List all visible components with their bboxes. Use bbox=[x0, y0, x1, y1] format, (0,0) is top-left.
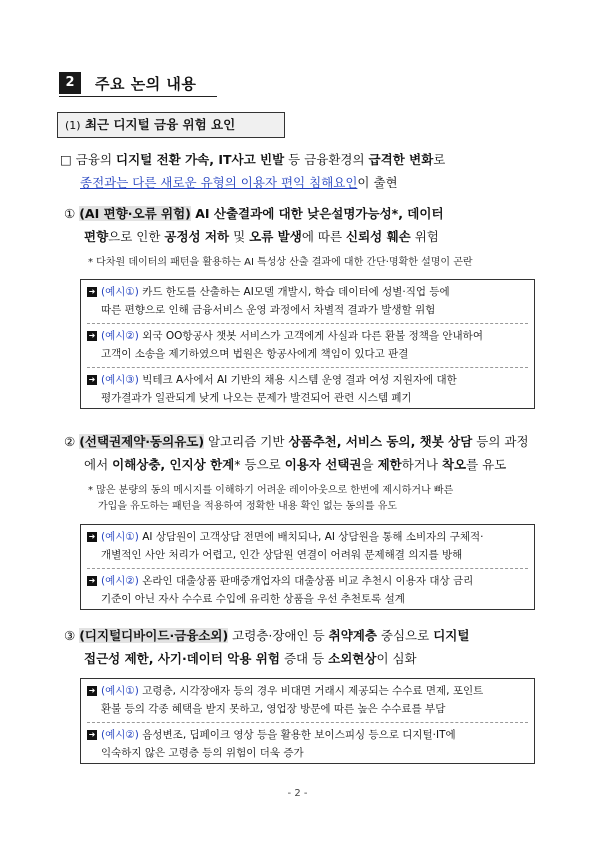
text-bold: 낮은설명가능성 bbox=[307, 206, 392, 221]
example-line: 개별적인 사안 처리가 어렵고, 인간 상담원 연결이 어려워 문제해결 의지를 방해 bbox=[101, 549, 463, 561]
example-text: 빅테크 A사에서 AI 기반의 채용 시스템 운영 결과 여성 지원자에 대한 bbox=[138, 374, 457, 386]
example-line: 고객이 소송을 제기하였으며 법원은 항공사에게 책임이 있다고 판결 bbox=[101, 348, 409, 360]
arrow-right-icon: ➜ bbox=[88, 375, 96, 384]
text: 를 유도 bbox=[466, 457, 507, 472]
text-bold: 이해상충, 인지상 한계 bbox=[112, 457, 235, 472]
text-bold: 디지털 전환 가속, IT사고 빈발 bbox=[116, 152, 285, 167]
arrow-right-icon: ➜ bbox=[88, 576, 96, 585]
text: 을 bbox=[361, 457, 378, 472]
intro-line-1 bbox=[60, 151, 445, 169]
text: 이 출현 bbox=[357, 175, 398, 190]
text-bold: 제한 bbox=[377, 457, 402, 472]
item3-line-2 bbox=[84, 650, 417, 668]
text: 고령층·장애인 등 bbox=[228, 628, 329, 643]
item1-tag: (AI 편향·오류 위험) bbox=[79, 206, 191, 221]
arrow-right-icon: ➜ bbox=[88, 331, 96, 340]
item2-line-2 bbox=[84, 456, 506, 474]
text: 및 bbox=[229, 229, 250, 244]
text-bold: 상품추천, 서비스 동의, 챗봇 상담 bbox=[288, 434, 473, 449]
item1-examples-box bbox=[80, 279, 535, 409]
text-bold: 디지털 bbox=[433, 628, 470, 643]
text: 에서 bbox=[84, 457, 113, 472]
text: 증대 등 bbox=[279, 651, 329, 666]
item2-line-1 bbox=[64, 433, 529, 451]
dashed-divider bbox=[87, 568, 528, 569]
example-text: AI 상담원이 고객상담 전면에 배치되나, AI 상담원을 통해 소비자의 구체적· bbox=[138, 531, 484, 543]
arrow-right-icon: ➜ bbox=[88, 686, 96, 695]
example-label: (예시①) bbox=[101, 531, 139, 543]
item3-marker: ③ bbox=[64, 628, 76, 643]
arrow-right-icon: ➜ bbox=[88, 287, 96, 296]
arrow-right-icon: ➜ bbox=[88, 532, 96, 541]
text: 금융의 bbox=[75, 152, 116, 167]
text-bold: 착오 bbox=[441, 457, 467, 472]
dashed-divider bbox=[87, 323, 528, 324]
item1-footnote: * 다차원 데이터의 패턴을 활용하는 AI 특성상 산출 결과에 대한 간단·명확한 설명이 곤란 bbox=[88, 257, 473, 268]
example-text: 음성변조, 딥페이크 영상 등을 활용한 보이스피싱 등으로 디지털·IT에 bbox=[138, 729, 456, 741]
text: 중심으로 bbox=[376, 628, 434, 643]
arrow-right-icon: ➜ bbox=[88, 730, 96, 739]
text-bold: 이용자 선택권 bbox=[284, 457, 362, 472]
dashed-divider bbox=[87, 722, 528, 723]
example-label: (예시②) bbox=[101, 575, 139, 587]
section-underline bbox=[59, 96, 217, 97]
item3-line-1 bbox=[64, 627, 469, 645]
example-line: 기준이 아닌 자사 수수료 수입에 유리한 상품을 우선 추천토록 설계 bbox=[101, 593, 405, 605]
example-label: (예시①) bbox=[101, 685, 139, 697]
example-line bbox=[87, 328, 483, 344]
example-line: 평가결과가 일관되게 낮게 나오는 문제가 발견되어 관련 시스템 폐기 bbox=[101, 392, 412, 404]
text-bold: *, 데이터 bbox=[391, 206, 444, 221]
text: 등 금융환경의 bbox=[284, 152, 369, 167]
example-line: 환불 등의 각종 혜택을 받지 못하고, 영업장 방문에 따른 높은 수수료를 부담 bbox=[101, 703, 446, 715]
text: 로 bbox=[433, 152, 446, 167]
subsection-title: 최근 디지털 금융 위험 요인 bbox=[84, 117, 236, 132]
intro-line-2 bbox=[80, 174, 398, 192]
item2-tag: (선택권제약·동의유도) bbox=[79, 434, 205, 449]
example-line bbox=[87, 372, 457, 388]
text: 위험 bbox=[410, 229, 439, 244]
example-label: (예시③) bbox=[101, 374, 139, 386]
item2-examples-box bbox=[80, 524, 535, 610]
underlined-highlight: 종전과는 다른 새로운 유형의 이용자 편익 침해요인 bbox=[80, 175, 358, 190]
item3-tag: (디지털디바이드·금융소외) bbox=[79, 628, 229, 643]
dashed-divider bbox=[87, 367, 528, 368]
example-label: (예시②) bbox=[101, 729, 139, 741]
text: 이 심화 bbox=[376, 651, 417, 666]
example-line bbox=[87, 727, 456, 743]
text-bold: 접근성 제한, 사기·데이터 악용 위험 bbox=[84, 651, 280, 666]
example-text: 고령층, 시각장애자 등의 경우 비대면 거래시 제공되는 수수료 면제, 포인트 bbox=[138, 685, 484, 697]
text-bold: 급격한 변화 bbox=[368, 152, 434, 167]
example-label: (예시②) bbox=[101, 330, 139, 342]
example-line bbox=[87, 573, 473, 589]
item1-line-1 bbox=[64, 205, 444, 223]
text-bold: 공정성 저하 bbox=[164, 229, 230, 244]
text-bold: 소외현상 bbox=[328, 651, 377, 666]
item2-footnote-2: 가입을 유도하는 패턴을 적용하여 정확한 내용 확인 없는 동의를 유도 bbox=[98, 501, 398, 512]
item1-line-2 bbox=[84, 228, 439, 246]
text: 등의 과정 bbox=[472, 434, 529, 449]
square-bullet: □ bbox=[60, 152, 72, 167]
item2-marker: ② bbox=[64, 434, 76, 449]
example-text: 온라인 대출상품 판매중개업자의 대출상품 비교 추천시 이용자 대상 금리 bbox=[138, 575, 474, 587]
text: 에 따른 bbox=[301, 229, 347, 244]
example-line bbox=[87, 529, 484, 545]
text: 알고리즘 기반 bbox=[204, 434, 289, 449]
text: 으로 인한 bbox=[108, 229, 165, 244]
example-line: 익숙하지 않은 고령층 등의 위험이 더욱 증가 bbox=[101, 747, 304, 759]
text-bold: 편향 bbox=[84, 229, 109, 244]
example-line: 따른 편향으로 인해 금융서비스 운영 과정에서 차별적 결과가 발생할 위험 bbox=[101, 304, 436, 316]
text: * 등으로 bbox=[234, 457, 285, 472]
text-bold: 취약계층 bbox=[328, 628, 377, 643]
page-number: - 2 - bbox=[287, 788, 308, 799]
example-label: (예시①) bbox=[101, 286, 139, 298]
text-bold: 오류 발생 bbox=[249, 229, 302, 244]
subsection-number: (1) bbox=[65, 119, 81, 132]
text-bold: AI 산출결과에 대한 bbox=[190, 206, 308, 221]
section-title: 주요 논의 내용 bbox=[95, 75, 197, 93]
example-line bbox=[87, 683, 483, 699]
item1-marker: ① bbox=[64, 206, 76, 221]
subsection-box bbox=[57, 112, 285, 138]
section-number: 2 bbox=[59, 72, 81, 94]
item3-examples-box bbox=[80, 678, 535, 764]
item2-footnote-1: * 많은 분량의 동의 메시지를 이해하기 어려운 레이아웃으로 한번에 제시하거나 빠른 bbox=[88, 485, 454, 496]
example-line bbox=[87, 284, 450, 300]
example-text: 카드 한도를 산출하는 AI모델 개발시, 학습 데이터에 성별·직업 등에 bbox=[138, 286, 450, 298]
text-bold: 신뢰성 훼손 bbox=[346, 229, 411, 244]
text: 하거나 bbox=[401, 457, 442, 472]
example-text: 외국 OO항공사 챗봇 서비스가 고객에게 사실과 다른 환불 정책을 안내하여 bbox=[138, 330, 483, 342]
